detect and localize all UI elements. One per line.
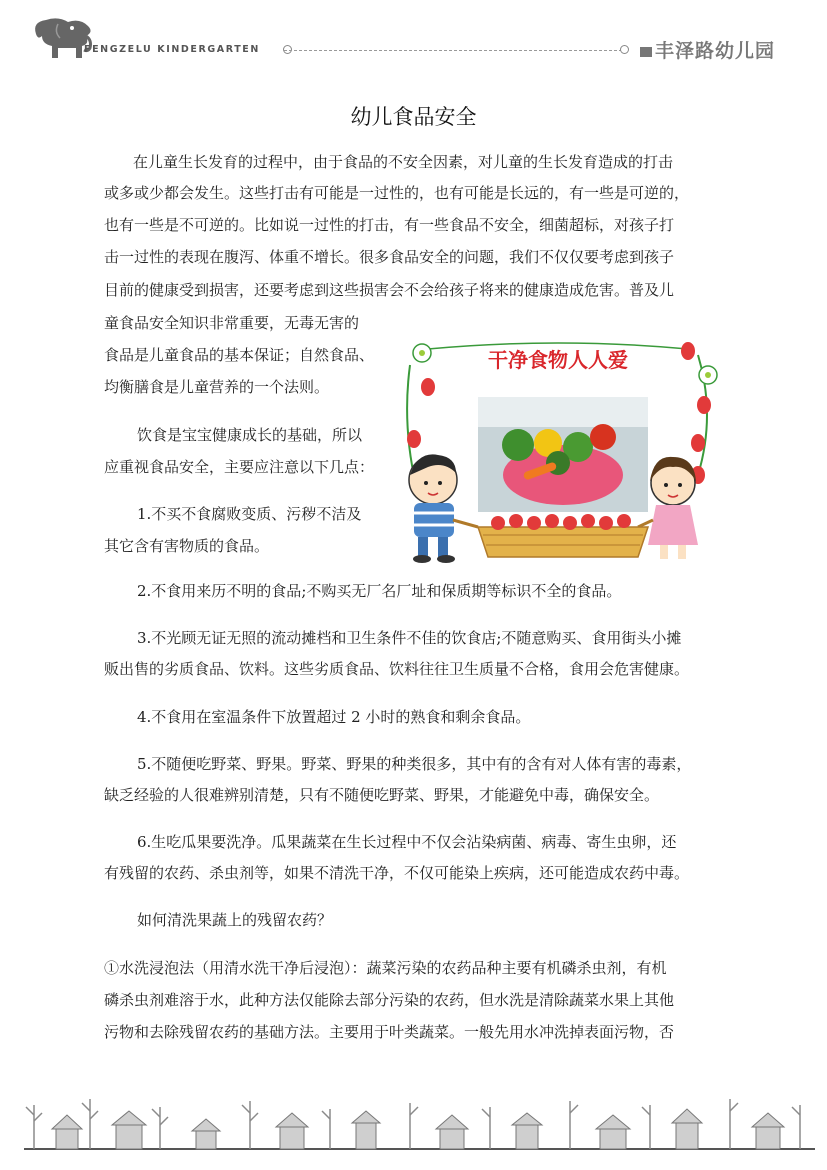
body-line: 均衡膳食是儿童营养的一个法则。 bbox=[104, 378, 330, 396]
body-line: 食品是儿童食品的基本保证；自然食品、 bbox=[104, 346, 375, 364]
clean-food-illustration bbox=[398, 335, 723, 567]
illustration-caption: 干净食物人人爱 bbox=[488, 348, 628, 372]
list-item: 有残留的农药、杀虫剂等，如果不清洗干净，不仅可能染上疾病，还可能造成农药中毒。 bbox=[104, 864, 690, 882]
body-line: 应重视食品安全，主要应注意以下几点： bbox=[104, 458, 375, 476]
list-item: 缺乏经验的人很难辨别清楚，只有不随便吃野菜、野果，才能避免中毒，确保安全。 bbox=[104, 786, 660, 804]
strawberry-basket bbox=[453, 514, 653, 557]
strawberry-icon bbox=[407, 430, 421, 448]
strawberry-icon bbox=[421, 378, 435, 396]
list-item: 5.不随便吃野菜、野果。野菜、野果的种类很多，其中有的含有对人体有害的毒素， bbox=[137, 755, 692, 773]
body-line: 磷杀虫剂难溶于水，此种方法仅能除去部分污染的农药，但水洗是清除蔬菜水果上其他 bbox=[104, 991, 675, 1009]
body-line: 在儿童生长发育的过程中，由于食品的不安全因素，对儿童的生长发育造成的打击 bbox=[133, 153, 674, 171]
girl-figure bbox=[648, 457, 698, 559]
list-item: 4.不食用在室温条件下放置超过 2 小时的熟食和剩余食品。 bbox=[137, 708, 531, 726]
body-line: 目前的健康受到损害，还要考虑到这些损害会不会给孩子将来的健康造成危害。普及儿 bbox=[104, 281, 675, 299]
body-line: 击一过性的表现在腹泻、体重不增长。很多食品安全的问题，我们不仅仅要考虑到孩子 bbox=[104, 248, 675, 266]
boy-figure bbox=[409, 454, 457, 563]
brand-chinese bbox=[640, 36, 775, 63]
body-line: 也有一些是不可逆的。比如说一过性的打击，有一些食品不安全，细菌超标，对孩子打 bbox=[104, 216, 675, 234]
body-line: 或多或少都会发生。这些打击有可能是一过性的，也有可能是长远的，有一些是可逆的， bbox=[104, 184, 690, 202]
header-divider bbox=[284, 50, 622, 51]
strawberry-icon bbox=[697, 396, 711, 414]
page-header bbox=[0, 0, 827, 80]
page-title: 幼儿食品安全 bbox=[350, 105, 477, 129]
list-item: 1.不买不食腐败变质、污秽不洁及 bbox=[137, 505, 362, 523]
body-line: 饮食是宝宝健康成长的基础，所以 bbox=[137, 426, 363, 444]
list-item: 贩出售的劣质食品、饮料。这些劣质食品、饮料往往卫生质量不合格，食用会危害健康。 bbox=[104, 660, 690, 678]
brand-english: FENGZELU KINDERGARTEN bbox=[84, 44, 260, 55]
strawberry-icon bbox=[681, 342, 695, 360]
section-heading: 如何清洗果蔬上的残留农药？ bbox=[137, 911, 333, 929]
list-item: 3.不光顾无证无照的流动摊档和卫生条件不佳的饮食店;不随意购买、食用街头小摊 bbox=[137, 629, 682, 647]
list-item: 2.不食用来历不明的食品;不购买无厂名厂址和保质期等标识不全的食品。 bbox=[137, 582, 622, 600]
body-line: 污物和去除残留农药的基础方法。主要用于叶类蔬菜。一般先用水冲洗掉表面污物，否 bbox=[104, 1023, 675, 1041]
body-line: ①水洗浸泡法（用清水洗干净后浸泡）：蔬菜污染的农药品种主要有机磷杀虫剂，有机 bbox=[104, 959, 667, 977]
strawberry-icon bbox=[691, 434, 705, 452]
brand-chinese-text: 丰泽路幼儿园 bbox=[655, 40, 776, 62]
list-item: 其它含有害物质的食品。 bbox=[104, 537, 270, 555]
vegetable-photo bbox=[478, 397, 648, 512]
list-item: 6.生吃瓜果要洗净。瓜果蔬菜在生长过程中不仅会沾染病菌、病毒、寄生虫卵，还 bbox=[137, 833, 677, 851]
flower-icon bbox=[699, 366, 717, 384]
flower-icon bbox=[413, 344, 431, 362]
decorative-footer bbox=[0, 1085, 827, 1165]
illustration-graphic bbox=[398, 335, 723, 567]
brand-mark-icon bbox=[640, 47, 652, 57]
body-line: 童食品安全知识非常重要，无毒无害的 bbox=[104, 314, 360, 332]
divider-dot-icon bbox=[620, 45, 629, 54]
trees-houses-border bbox=[0, 1085, 827, 1165]
